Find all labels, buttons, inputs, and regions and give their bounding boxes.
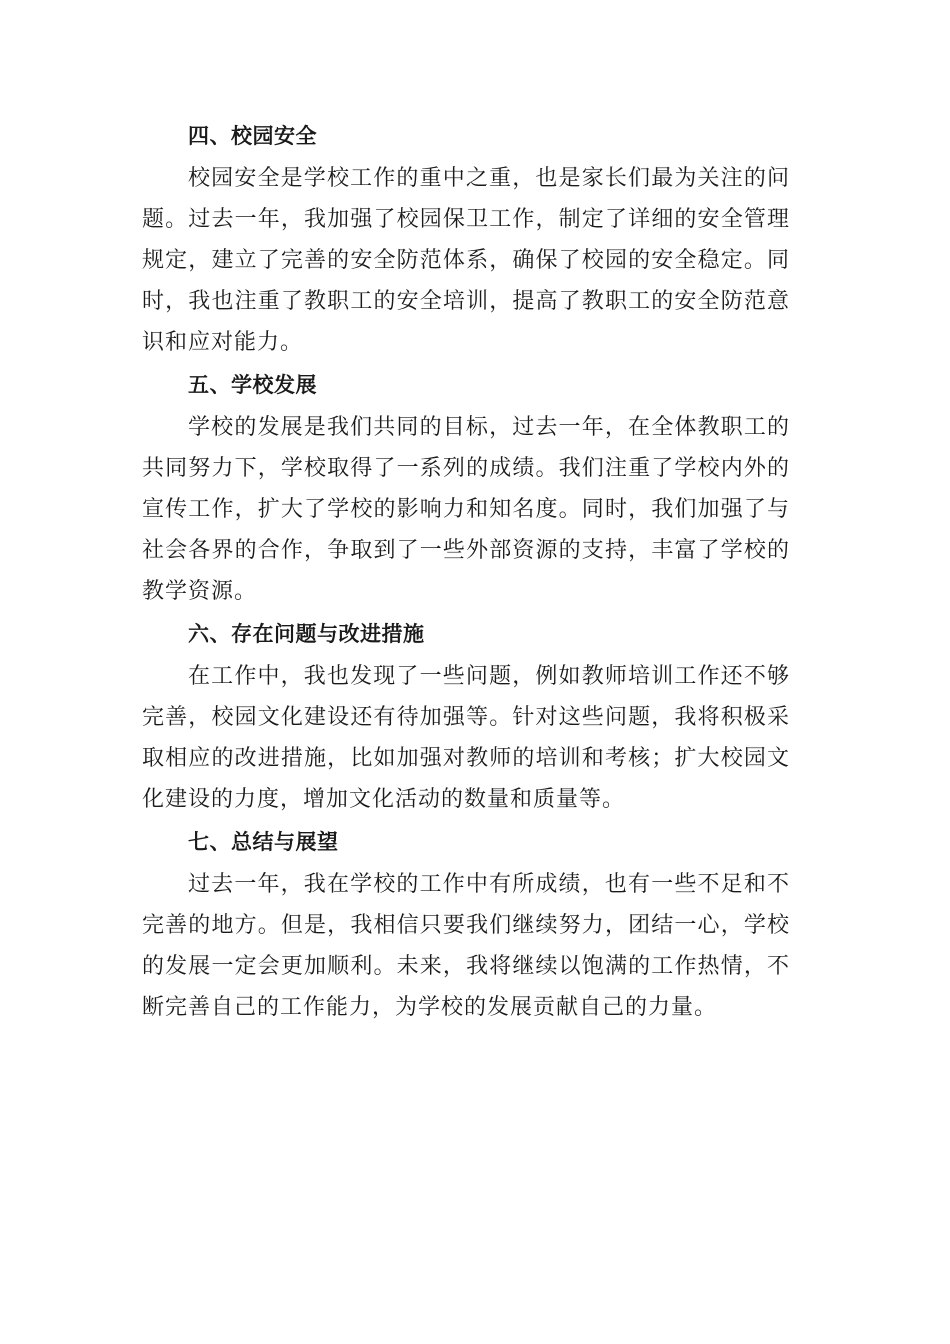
section-heading: 六、存在问题与改进措施	[188, 622, 425, 646]
section-heading: 七、总结与展望	[188, 830, 339, 854]
section-paragraph: 学校的发展是我们共同的目标，过去一年，在全体教职工的 共同努力下，学校取得了一系列的成绩。我们注重了学校内外的 宣传工作，扩大了学校的影响力和知名度。同时，我们加强了与 社会各界的合作，争取到了一些外部资源的支持，丰富了学校的 教学资源。	[142, 415, 790, 604]
section-paragraph: 校园安全是学校工作的重中之重，也是家长们最为关注的问题。过去一年，我加强了校园保卫工作，制定了详细的安全管理规定，建立了完善的安全防范体系，确保了校园的安全稳定。同时，我也注重了教职工的安全培训，提高了教职工的安全防范意识和应对能力。	[142, 166, 790, 355]
section-school-development	[142, 363, 790, 612]
section-summary-outlook	[142, 820, 790, 1028]
document-page	[142, 114, 790, 1028]
section-paragraph: 过去一年，我在学校的工作中有所成绩，也有一些不足和不完善的地方。但是，我相信只要我们继续努力，团结一心，学校的发展一定会更加顺利。未来，我将继续以饱满的工作热情，不断完善自己的工作能力，为学校的发展贡献自己的力量。	[142, 872, 790, 1020]
section-campus-safety	[142, 114, 790, 363]
section-heading: 五、学校发展	[188, 373, 317, 397]
section-paragraph: 在工作中，我也发现了一些问题，例如教师培训工作还不够完善，校园文化建设还有待加强等。针对这些问题，我将积极采取相应的改进措施，比如加强对教师的培训和考核；扩大校园文化建设的力度，增加文化活动的数量和质量等。	[142, 664, 790, 812]
section-problems-improvements	[142, 612, 790, 820]
section-heading: 四、校园安全	[188, 124, 317, 148]
